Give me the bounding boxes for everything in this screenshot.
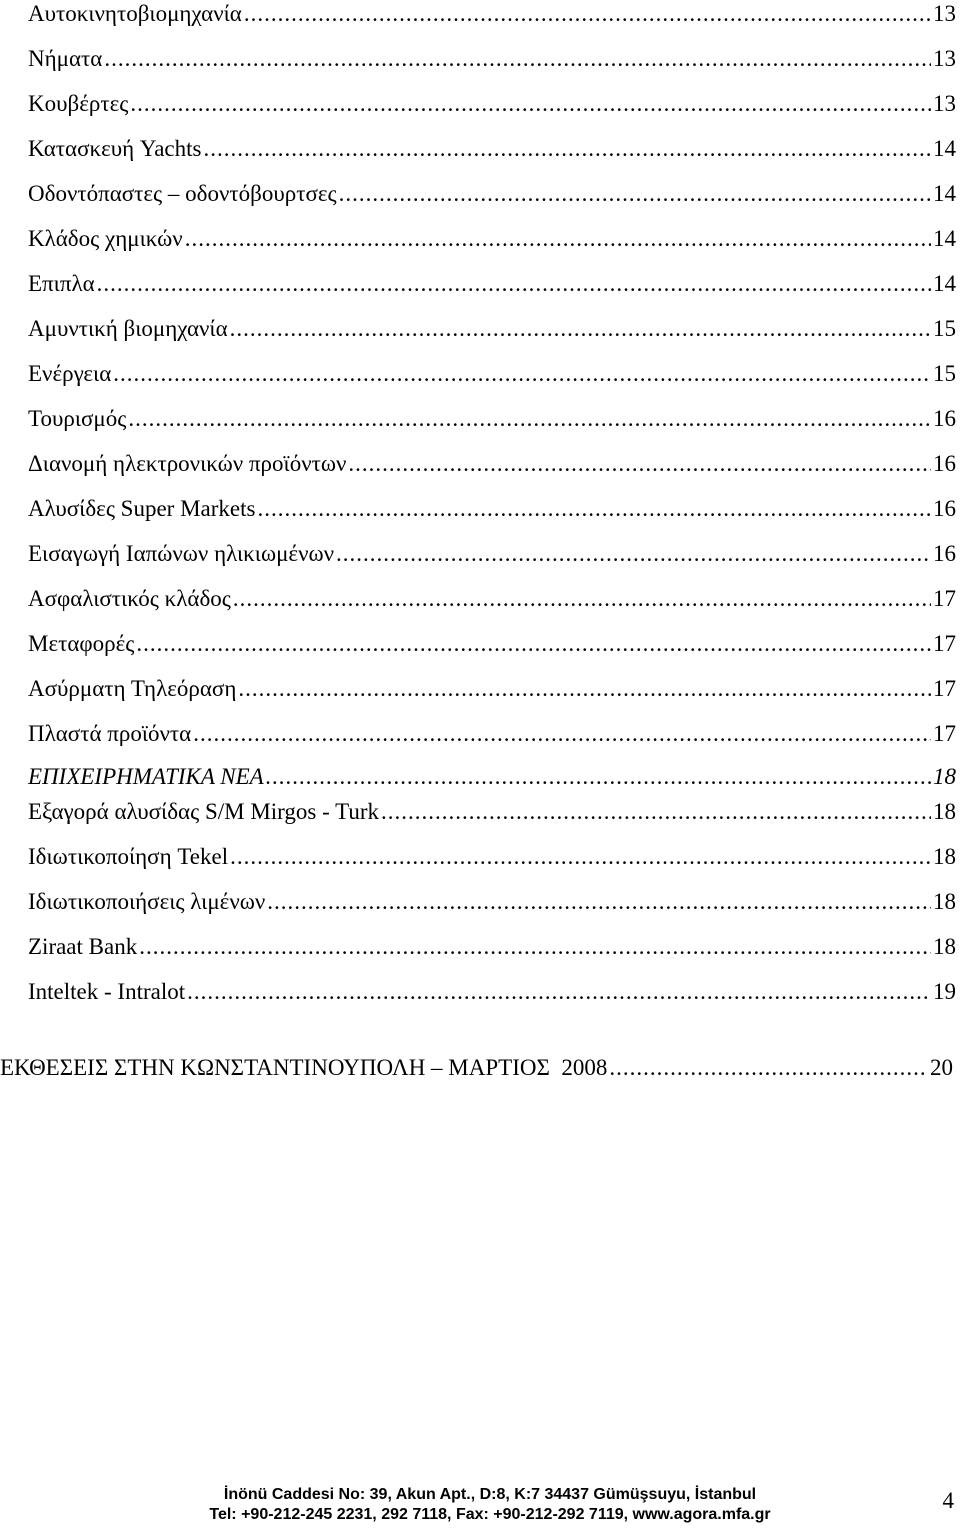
toc-dot-leader bbox=[230, 315, 931, 343]
toc-dot-leader bbox=[381, 798, 931, 826]
toc-dot-leader bbox=[113, 360, 931, 388]
page-footer bbox=[160, 1485, 820, 1525]
toc-entry bbox=[28, 225, 956, 253]
toc-entry bbox=[28, 360, 956, 388]
toc-entry-page: 17 bbox=[933, 721, 956, 746]
toc-entry bbox=[28, 450, 956, 478]
toc-entry bbox=[28, 90, 956, 118]
toc-entry bbox=[28, 0, 956, 28]
toc-entry-label: Αμυντική βιομηχανία bbox=[28, 316, 228, 341]
toc-dot-leader bbox=[193, 720, 931, 748]
toc-entry-label: ΕΚΘΕΣΕΙΣ ΣΤΗΝ ΚΩΝΣΤΑΝΤΙΝΟΥΠΟΛΗ – ΜΑΡΤΙΟΣ 2008 bbox=[0, 1055, 608, 1080]
toc-entry-label: Μεταφορές bbox=[28, 631, 135, 656]
toc-dot-leader bbox=[339, 180, 931, 208]
toc-entry-page: 14 bbox=[933, 226, 956, 251]
toc-entry-label: Πλαστά προϊόντα bbox=[28, 721, 192, 746]
toc-entry-label: ΕΠΙΧΕΙΡΗΜΑΤΙΚΑ ΝΕΑ bbox=[28, 764, 264, 789]
toc-dot-leader bbox=[187, 978, 931, 1006]
toc-entry-page: 19 bbox=[933, 979, 956, 1004]
toc-dot-leader bbox=[128, 405, 931, 433]
footer-address: İnönü Caddesi No: 39, Akun Apt., D:8, K:7 34437 Gümüşsuyu, İstanbul bbox=[223, 1486, 757, 1503]
toc-entry-page: 17 bbox=[933, 676, 956, 701]
toc-entry-label: Ασύρματη Τηλεόραση bbox=[28, 676, 237, 701]
toc-entry-label: Ιδιωτικοποιήσεις λιμένων bbox=[28, 889, 266, 914]
toc-entry-page: 16 bbox=[933, 496, 956, 521]
toc-entry-label: Επιπλα bbox=[28, 271, 95, 296]
toc-entry bbox=[28, 798, 956, 826]
toc-entry-label: Διανομή ηλεκτρονικών προϊόντων bbox=[28, 451, 347, 476]
toc-entry-page: 16 bbox=[933, 451, 956, 476]
toc-entry-page: 16 bbox=[933, 406, 956, 431]
toc-entry bbox=[28, 630, 956, 658]
toc-dot-leader bbox=[238, 675, 931, 703]
toc-entry-page: 15 bbox=[933, 361, 956, 386]
toc-entry-page: 14 bbox=[933, 181, 956, 206]
toc-dot-leader bbox=[130, 90, 931, 118]
toc-chapter-heading bbox=[0, 1054, 953, 1082]
toc-dot-leader bbox=[348, 450, 931, 478]
toc-entry bbox=[28, 843, 956, 871]
toc-entry-label: Τουρισμός bbox=[28, 406, 127, 431]
toc-entry bbox=[28, 585, 956, 613]
toc-dot-leader bbox=[136, 630, 931, 658]
toc-entry-label: Εισαγωγή Ιαπώνων ηλικιωμένων bbox=[28, 541, 335, 566]
toc-dot-leader bbox=[267, 888, 931, 916]
toc-entry bbox=[28, 405, 956, 433]
toc-entry-page: 18 bbox=[933, 844, 956, 869]
toc-entry-page: 18 bbox=[933, 764, 956, 789]
toc-entry bbox=[28, 720, 956, 748]
toc-entry bbox=[28, 675, 956, 703]
toc-entry-label: Ziraat Bank bbox=[28, 934, 138, 959]
toc-dot-leader bbox=[266, 763, 931, 791]
toc-entry bbox=[28, 180, 956, 208]
toc-entry-label: Εξαγορά αλυσίδας S/M Mirgos - Turk bbox=[28, 799, 380, 824]
toc-entry bbox=[28, 888, 956, 916]
toc-dot-leader bbox=[97, 270, 931, 298]
toc-entry bbox=[28, 45, 956, 73]
toc-entry-page: 20 bbox=[930, 1055, 953, 1080]
toc-entry-page: 18 bbox=[933, 889, 956, 914]
toc-entry bbox=[28, 978, 956, 1006]
toc-dot-leader bbox=[257, 495, 931, 523]
toc-entry-page: 18 bbox=[933, 799, 956, 824]
toc-entry-page: 18 bbox=[933, 934, 956, 959]
toc-entry-page: 13 bbox=[933, 46, 956, 71]
toc-dot-leader bbox=[233, 585, 931, 613]
toc-entry-label: Κλάδος χημικών bbox=[28, 226, 183, 251]
page-number: 4 bbox=[942, 1488, 954, 1513]
toc-entry-page: 17 bbox=[933, 586, 956, 611]
toc-entry-label: Inteltek - Intralot bbox=[28, 979, 186, 1004]
toc-entry bbox=[28, 135, 956, 163]
toc-entry-page: 14 bbox=[933, 136, 956, 161]
toc-section-heading bbox=[28, 763, 956, 791]
toc-dot-leader bbox=[230, 843, 931, 871]
toc-entry-label: Αλυσίδες Super Markets bbox=[28, 496, 256, 521]
toc-entry-label: Ασφαλιστικός κλάδος bbox=[28, 586, 231, 611]
toc-entry-page: 13 bbox=[933, 1, 956, 26]
toc-entry-page: 13 bbox=[933, 91, 956, 116]
toc-entry-page: 17 bbox=[933, 631, 956, 656]
toc-dot-leader bbox=[244, 0, 931, 28]
footer-contact: Tel: +90-212-245 2231, 292 7118, Fax: +90-212-292 7119, www.agora.mfa.gr bbox=[209, 1506, 771, 1523]
toc-entry-page: 15 bbox=[933, 316, 956, 341]
toc-entry-label: Αυτοκινητοβιομηχανία bbox=[28, 1, 242, 26]
toc-entry-label: Κουβέρτες bbox=[28, 91, 129, 116]
toc-dot-leader bbox=[139, 933, 931, 961]
toc-entry-label: Κατασκευή Yachts bbox=[28, 136, 202, 161]
toc-entry-label: Ιδιωτικοποίηση Tekel bbox=[28, 844, 229, 869]
toc-entry-label: Ενέργεια bbox=[28, 361, 112, 386]
toc-entry bbox=[28, 495, 956, 523]
toc-entry-page: 16 bbox=[933, 541, 956, 566]
toc-entry bbox=[28, 315, 956, 343]
toc-dot-leader bbox=[104, 45, 931, 73]
toc-dot-leader bbox=[185, 225, 931, 253]
toc-entry bbox=[28, 270, 956, 298]
toc-dot-leader bbox=[336, 540, 931, 568]
toc-dot-leader bbox=[609, 1054, 928, 1082]
toc-entry-page: 14 bbox=[933, 271, 956, 296]
toc-entry bbox=[28, 933, 956, 961]
toc-dot-leader bbox=[203, 135, 931, 163]
toc-entry bbox=[28, 540, 956, 568]
toc-entry-label: Νήματα bbox=[28, 46, 103, 71]
toc-entry-label: Οδοντόπαστες – οδοντόβουρτσες bbox=[28, 181, 337, 206]
